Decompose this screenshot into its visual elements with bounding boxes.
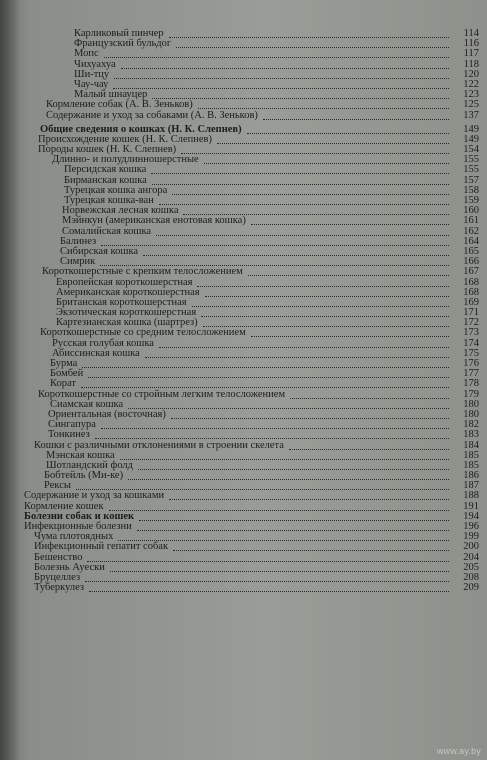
toc-entry-title: Общие сведения о кошках (Н. К. Слепнев) [40, 123, 242, 135]
toc-entry-title: Экзотическая короткошерстная [56, 307, 197, 319]
toc-entry-title: Ориентальная (восточная) [48, 408, 166, 420]
toc-entry-title: Происхождение кошек (Н. К. Слепнев) [38, 133, 212, 145]
toc-entry-page-number: 180 [463, 398, 479, 410]
toc-entry-title: Картезианская кошка (шартрез) [56, 317, 198, 329]
toc-entry-page-number: 204 [463, 551, 479, 563]
toc-entry-title: Турецкая кошка ангора [64, 184, 168, 196]
watermark: www.ay.by [436, 746, 481, 756]
toc-entry-title: Ши-тцу [74, 68, 110, 80]
toc-entry-page-number: 184 [463, 439, 479, 451]
toc-entry-page-number: 191 [463, 500, 479, 512]
toc-entry-title: Балинез [60, 235, 97, 247]
toc-entry-title: Шотландский фолд [46, 459, 134, 471]
toc-entry-title: Бурма [50, 358, 78, 369]
toc-entry-title: Бруцеллез [34, 571, 81, 583]
toc-entry-title: Породы кошек (Н. К. Слепнев) [38, 144, 177, 156]
toc-entry-page-number: 161 [463, 215, 479, 227]
toc-entry-page-number: 162 [463, 225, 479, 237]
toc-entry-title: Кормление кошек [24, 500, 104, 512]
toc-entry-title: Бешенство [34, 551, 83, 563]
toc-entry-title: Короткошерстные с крепким телосложением [42, 266, 243, 278]
toc-entry-page-number: 171 [463, 307, 479, 319]
toc-entry-title: Американская короткошерстная [56, 286, 200, 298]
toc-entry-title: Французский бульдог [74, 38, 172, 50]
toc-entry-page-number: 166 [463, 256, 479, 268]
toc-entry-page-number: 159 [463, 195, 479, 206]
toc-entry-page-number: 200 [463, 541, 479, 553]
toc-entry-page-number: 209 [463, 582, 479, 594]
table-of-contents [0, 29, 487, 593]
toc-entry-title: Туберкулез [34, 582, 85, 594]
toc-entry-title: Сибирская кошка [60, 245, 139, 257]
toc-entry-title: Рексы [44, 480, 71, 492]
toc-entry-page-number: 118 [463, 58, 479, 70]
toc-entry-title: Инфекционный гепатит собак [34, 541, 169, 553]
toc-entry-title: Персидская кошка [64, 164, 147, 176]
toc-entry-page-number: 154 [463, 144, 479, 156]
toc-entry-title: Кормление собак (А. В. Зеньков) [46, 99, 193, 111]
toc-entry-page-number: 186 [463, 470, 479, 482]
toc-entry-title: Тонкинез [48, 429, 90, 441]
toc-entry-page-number: 188 [463, 490, 479, 502]
dot-leader [89, 581, 449, 592]
toc-entry-page-number: 116 [463, 38, 479, 50]
toc-entry-page-number: 164 [463, 235, 479, 247]
toc-entry-title: Европейская короткошерстная [56, 276, 193, 288]
toc-entry-page-number: 125 [463, 99, 479, 111]
toc-entry-title: Малый шнауцер [74, 89, 148, 101]
toc-entry-title: Мопс [74, 48, 99, 60]
toc-entry-title: Бомбей [50, 368, 84, 380]
toc-entry-title: Карликовый пинчер [74, 28, 164, 39]
toc-entry-page-number: 179 [463, 388, 479, 400]
toc-entry-page-number: 157 [463, 174, 479, 186]
toc-entry-title: Сиамская кошка [50, 398, 124, 410]
toc-entry-page-number: 172 [463, 317, 479, 329]
toc-entry-page-number: 114 [463, 28, 479, 39]
toc-entry-title: Норвежская лесная кошка [62, 205, 179, 217]
toc-entry-title: Чихуахуа [74, 58, 116, 70]
toc-entry-title: Кошки с различными отклонениями в строении скелета [34, 439, 284, 451]
toc-entry-page-number: 158 [463, 184, 479, 196]
toc-entry [0, 111, 487, 121]
toc-entry-title: Мэйнкун (американская енотовая кошка) [62, 215, 246, 227]
toc-entry-title: Болезнь Ауески [34, 561, 105, 573]
toc-entry-title: Чау-чау [74, 78, 109, 90]
toc-entry-title: Чума плотоядных [34, 531, 114, 543]
toc-entry-title: Сомалийская кошка [62, 225, 152, 237]
toc-entry-title: Мэнская кошка [46, 449, 115, 461]
toc-entry-page-number: 187 [463, 480, 479, 492]
toc-entry-page-number: 183 [463, 429, 479, 441]
toc-entry-title: Бобтейль (Ми-ке) [44, 470, 124, 482]
toc-entry-page-number: 169 [463, 296, 479, 308]
toc-entry-page-number: 180 [463, 408, 479, 420]
toc-entry-page-number: 165 [463, 245, 479, 257]
toc-entry-title: Содержание и уход за собаками (А. В. Зеньков) [46, 109, 258, 121]
toc-entry-page-number: 199 [463, 531, 479, 543]
toc-entry-page-number: 149 [463, 133, 479, 145]
toc-entry-page-number: 194 [463, 510, 479, 522]
toc-entry-title: Русская голубая кошка [52, 337, 154, 349]
toc-entry-title: Абиссинская кошка [52, 347, 140, 359]
toc-entry-page-number: 178 [463, 378, 479, 390]
toc-entry-title: Британская короткошерстная [56, 296, 187, 308]
toc-entry-page-number: 182 [463, 419, 479, 431]
toc-entry-page-number: 137 [463, 109, 479, 121]
toc-entry-page-number: 167 [463, 266, 479, 278]
toc-entry-title: Симрик [60, 256, 96, 268]
toc-entry-page-number: 185 [463, 459, 479, 471]
toc-entry-page-number: 175 [463, 347, 479, 359]
toc-entry-page-number: 208 [463, 571, 479, 583]
toc-entry-page-number: 205 [463, 561, 479, 573]
toc-entry-title: Инфекционные болезни [24, 521, 132, 532]
toc-entry-title: Сингапура [48, 419, 96, 431]
toc-entry-page-number: 149 [463, 123, 479, 135]
toc-entry-page-number: 120 [463, 68, 479, 80]
toc-entry-page-number: 185 [463, 449, 479, 461]
toc-entry-page-number: 168 [463, 276, 479, 288]
toc-entry-page-number: 160 [463, 205, 479, 217]
toc-entry-title: Длинно- и полудлинношерстные [52, 154, 199, 166]
toc-entry-title: Корат [50, 378, 76, 390]
toc-entry-title: Турецкая кошка-ван [64, 195, 154, 206]
toc-entry-page-number: 123 [463, 89, 479, 101]
toc-entry-page-number: 173 [463, 327, 479, 339]
toc-entry-page-number: 174 [463, 337, 479, 349]
toc-entry-page-number: 155 [463, 154, 479, 166]
toc-entry-title: Содержание и уход за кошками [24, 490, 165, 502]
toc-entry-page-number: 122 [463, 78, 479, 90]
toc-entry-title: Болезни собак и кошек [24, 510, 135, 522]
dot-leader [263, 109, 449, 120]
toc-entry-title: Короткошерстные со стройным легким телосложением [38, 388, 286, 400]
toc-entry-title: Бирманская кошка [64, 174, 147, 186]
toc-entry-title: Короткошерстные со средним телосложением [40, 327, 246, 339]
toc-entry-page-number: 155 [463, 164, 479, 176]
toc-entry-page-number: 176 [463, 358, 479, 369]
toc-entry-page-number: 168 [463, 286, 479, 298]
toc-entry-page-number: 117 [463, 48, 479, 60]
toc-entry-page-number: 196 [463, 521, 479, 532]
toc-entry-page-number: 177 [463, 368, 479, 380]
toc-entry [0, 583, 487, 593]
